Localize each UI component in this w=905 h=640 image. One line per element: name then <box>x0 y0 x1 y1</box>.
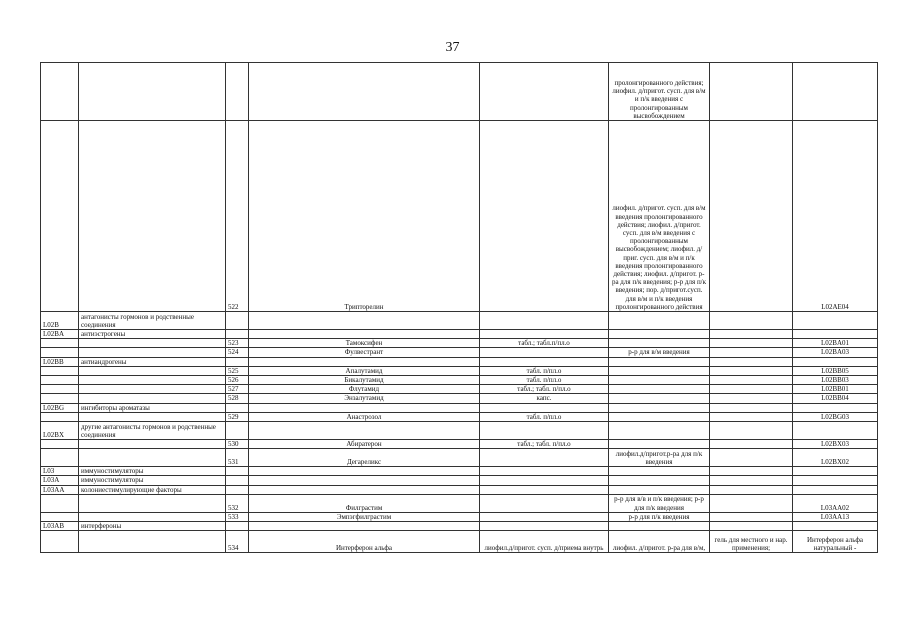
cell-extra <box>710 449 793 467</box>
cell-extra <box>710 476 793 485</box>
table-row <box>41 121 878 312</box>
cell-atc: L02BB03 <box>793 376 878 385</box>
cell-drug: Анастрозол <box>249 412 480 421</box>
cell-extra <box>710 348 793 357</box>
cell-code: L03 <box>41 467 79 476</box>
cell-num: 534 <box>226 531 249 553</box>
cell-code <box>41 121 79 312</box>
cell-atc: L02BA03 <box>793 348 878 357</box>
cell-num <box>226 357 249 366</box>
cell-atc: L02BX02 <box>793 449 878 467</box>
cell-num <box>226 485 249 494</box>
cell-atc: L02BB01 <box>793 385 878 394</box>
cell-name: антагонисты гормонов и родственные соединения <box>79 312 226 330</box>
cell-atc: Интерферон альфа натуральный - <box>793 531 878 553</box>
cell-drug <box>249 357 480 366</box>
cell-atc: L02BX03 <box>793 440 878 449</box>
cell-extra <box>710 403 793 412</box>
cell-form2 <box>609 394 710 403</box>
cell-name: антиандрогены <box>79 357 226 366</box>
cell-atc <box>793 485 878 494</box>
cell-atc <box>793 422 878 440</box>
table-row <box>41 366 878 375</box>
table-row <box>41 422 878 440</box>
cell-form2: лиофил. д/пригот. сусп. для в/м введения пролонгированного действия; лиофил. д/пригот. сусп. для в/м введения с пролонгированным высвобождением; лиофил. д/приг. сусп. для в/м и п/к введения пролонгированного действия; лиофил. д/пригот. р-ра для п/к введения; р-р для п/к введения; пор. д/пригот.сусп. для в/м и п/к введения пролонгированного действия <box>609 121 710 312</box>
cell-form <box>480 312 609 330</box>
cell-form <box>480 512 609 521</box>
cell-form: лиофил.д/пригот. сусп. д/приема внутрь <box>480 531 609 553</box>
cell-name <box>79 440 226 449</box>
cell-num: 525 <box>226 366 249 375</box>
cell-form2: лиофил.д/пригот.р-ра для п/к введения <box>609 449 710 467</box>
cell-name <box>79 63 226 121</box>
table-row <box>41 330 878 339</box>
cell-form2 <box>609 339 710 348</box>
cell-code <box>41 449 79 467</box>
table-row <box>41 512 878 521</box>
cell-name: другие антагонисты гормонов и родственные соединения <box>79 422 226 440</box>
table-row <box>41 467 878 476</box>
cell-code <box>41 366 79 375</box>
cell-code <box>41 412 79 421</box>
table-row <box>41 376 878 385</box>
cell-drug: Филграстим <box>249 494 480 512</box>
cell-form <box>480 522 609 531</box>
cell-extra <box>710 440 793 449</box>
cell-num <box>226 467 249 476</box>
cell-form2 <box>609 440 710 449</box>
cell-form <box>480 348 609 357</box>
cell-name: антиэстрогены <box>79 330 226 339</box>
cell-drug: Интерферон альфа <box>249 531 480 553</box>
cell-num <box>226 63 249 121</box>
cell-form: табл.; табл. п/пл.о <box>480 385 609 394</box>
cell-form <box>480 494 609 512</box>
cell-num <box>226 312 249 330</box>
cell-extra <box>710 512 793 521</box>
cell-num: 523 <box>226 339 249 348</box>
cell-form: табл. п/пл.о <box>480 366 609 375</box>
table-row <box>41 494 878 512</box>
cell-atc <box>793 330 878 339</box>
cell-atc: L02BA01 <box>793 339 878 348</box>
cell-name <box>79 531 226 553</box>
cell-extra <box>710 467 793 476</box>
cell-atc: L03AA02 <box>793 494 878 512</box>
cell-num <box>226 476 249 485</box>
cell-name <box>79 339 226 348</box>
cell-drug <box>249 485 480 494</box>
cell-atc: L02BB05 <box>793 366 878 375</box>
cell-extra <box>710 485 793 494</box>
cell-num: 528 <box>226 394 249 403</box>
cell-name <box>79 512 226 521</box>
cell-form <box>480 449 609 467</box>
cell-num: 530 <box>226 440 249 449</box>
cell-atc: L02BG03 <box>793 412 878 421</box>
cell-drug <box>249 312 480 330</box>
cell-drug: Бикалутамид <box>249 376 480 385</box>
cell-code <box>41 385 79 394</box>
cell-form2: р-р для в/м введения <box>609 348 710 357</box>
cell-num: 529 <box>226 412 249 421</box>
cell-extra: гель для местного и нар. применения; <box>710 531 793 553</box>
cell-drug: Эмпэгфилграстим <box>249 512 480 521</box>
cell-extra <box>710 394 793 403</box>
cell-form <box>480 357 609 366</box>
cell-drug: Абиратерон <box>249 440 480 449</box>
table-row <box>41 485 878 494</box>
table-row <box>41 312 878 330</box>
table-row <box>41 522 878 531</box>
cell-code: L02BB <box>41 357 79 366</box>
drug-list-table <box>40 62 878 553</box>
cell-code: L02BA <box>41 330 79 339</box>
cell-form2 <box>609 403 710 412</box>
cell-extra <box>710 376 793 385</box>
table-row <box>41 357 878 366</box>
table-row <box>41 394 878 403</box>
cell-form <box>480 422 609 440</box>
cell-form <box>480 330 609 339</box>
cell-num: 532 <box>226 494 249 512</box>
cell-form2: р-р для п/к введения <box>609 512 710 521</box>
cell-atc: L02BB04 <box>793 394 878 403</box>
cell-atc <box>793 467 878 476</box>
cell-atc <box>793 522 878 531</box>
cell-atc <box>793 476 878 485</box>
table-row <box>41 63 878 121</box>
cell-extra <box>710 494 793 512</box>
cell-code: L03A <box>41 476 79 485</box>
cell-extra <box>710 312 793 330</box>
cell-name <box>79 394 226 403</box>
cell-drug: Фулвестрант <box>249 348 480 357</box>
table-row <box>41 385 878 394</box>
cell-code: L02BX <box>41 422 79 440</box>
cell-code <box>41 440 79 449</box>
cell-name: колониестимулирующие факторы <box>79 485 226 494</box>
cell-form2 <box>609 312 710 330</box>
cell-extra <box>710 522 793 531</box>
cell-code: L03AB <box>41 522 79 531</box>
cell-code: L02BG <box>41 403 79 412</box>
cell-name <box>79 412 226 421</box>
cell-form2 <box>609 357 710 366</box>
cell-name <box>79 385 226 394</box>
table-row <box>41 440 878 449</box>
cell-num <box>226 403 249 412</box>
cell-drug: Дегареликс <box>249 449 480 467</box>
cell-extra <box>710 385 793 394</box>
cell-code <box>41 394 79 403</box>
cell-form: табл.; табл. п/пл.о <box>480 440 609 449</box>
cell-form2 <box>609 467 710 476</box>
cell-code <box>41 63 79 121</box>
cell-drug <box>249 476 480 485</box>
cell-name <box>79 121 226 312</box>
cell-name <box>79 366 226 375</box>
cell-extra <box>710 422 793 440</box>
cell-atc <box>793 357 878 366</box>
cell-atc <box>793 403 878 412</box>
cell-form <box>480 63 609 121</box>
cell-drug <box>249 403 480 412</box>
cell-form2 <box>609 422 710 440</box>
cell-form <box>480 476 609 485</box>
cell-num: 524 <box>226 348 249 357</box>
cell-code: L02B <box>41 312 79 330</box>
cell-extra <box>710 357 793 366</box>
cell-extra <box>710 412 793 421</box>
cell-drug: Апалутамид <box>249 366 480 375</box>
cell-num <box>226 330 249 339</box>
cell-form2: лиофил. д/пригот. р-ра для в/м, <box>609 531 710 553</box>
cell-drug: Тамоксифен <box>249 339 480 348</box>
cell-num: 522 <box>226 121 249 312</box>
cell-extra <box>710 330 793 339</box>
cell-drug: Трипторелин <box>249 121 480 312</box>
table-row <box>41 339 878 348</box>
cell-drug <box>249 330 480 339</box>
cell-form2 <box>609 385 710 394</box>
cell-extra <box>710 339 793 348</box>
table-row <box>41 348 878 357</box>
table-row <box>41 412 878 421</box>
cell-num: 527 <box>226 385 249 394</box>
cell-form2 <box>609 485 710 494</box>
page-number: 37 <box>445 40 460 55</box>
cell-form <box>480 485 609 494</box>
cell-name: иммуностимуляторы <box>79 476 226 485</box>
cell-extra <box>710 63 793 121</box>
cell-code <box>41 339 79 348</box>
cell-form2 <box>609 476 710 485</box>
cell-atc: L02AE04 <box>793 121 878 312</box>
cell-form2: р-р для в/в и п/к введения; р-р для п/к введения <box>609 494 710 512</box>
cell-name: ингибиторы ароматазы <box>79 403 226 412</box>
cell-name <box>79 494 226 512</box>
cell-code: L03AA <box>41 485 79 494</box>
cell-num <box>226 522 249 531</box>
cell-atc <box>793 63 878 121</box>
cell-form2 <box>609 522 710 531</box>
cell-form2 <box>609 330 710 339</box>
cell-form <box>480 467 609 476</box>
cell-form: капс. <box>480 394 609 403</box>
table-row <box>41 476 878 485</box>
cell-atc <box>793 312 878 330</box>
cell-drug: Энзалутамид <box>249 394 480 403</box>
cell-form2 <box>609 412 710 421</box>
cell-form: табл. п/пл.о <box>480 376 609 385</box>
cell-num: 531 <box>226 449 249 467</box>
cell-form <box>480 403 609 412</box>
cell-drug <box>249 467 480 476</box>
cell-drug <box>249 63 480 121</box>
cell-extra <box>710 366 793 375</box>
cell-num <box>226 422 249 440</box>
cell-code <box>41 531 79 553</box>
table-row <box>41 449 878 467</box>
cell-code <box>41 348 79 357</box>
cell-code <box>41 494 79 512</box>
cell-code <box>41 512 79 521</box>
cell-code <box>41 376 79 385</box>
cell-form2 <box>609 376 710 385</box>
cell-num: 533 <box>226 512 249 521</box>
cell-atc: L03AA13 <box>793 512 878 521</box>
cell-name: иммуностимуляторы <box>79 467 226 476</box>
cell-form: табл. п/пл.о <box>480 412 609 421</box>
cell-name: интерфероны <box>79 522 226 531</box>
cell-drug <box>249 522 480 531</box>
cell-form: табл.; табл.п/пл.о <box>480 339 609 348</box>
cell-form <box>480 121 609 312</box>
cell-drug: Флутамид <box>249 385 480 394</box>
cell-num: 526 <box>226 376 249 385</box>
cell-form2: пролонгированного действия; лиофил. д/пригот. сусп. для в/м и п/к введения с пролонгированным высвобождением <box>609 63 710 121</box>
cell-name <box>79 376 226 385</box>
cell-form2 <box>609 366 710 375</box>
cell-extra <box>710 121 793 312</box>
table-row <box>41 403 878 412</box>
cell-name <box>79 449 226 467</box>
cell-drug <box>249 422 480 440</box>
table-row <box>41 531 878 553</box>
cell-name <box>79 348 226 357</box>
